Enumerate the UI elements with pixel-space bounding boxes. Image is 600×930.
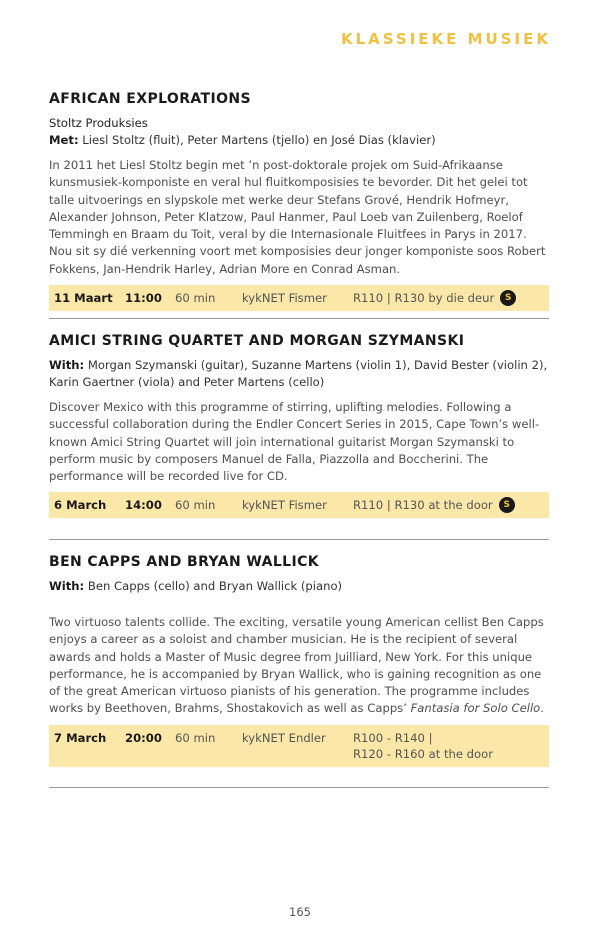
event-description <box>49 614 549 718</box>
event-amici-string-quartet <box>49 333 549 518</box>
description-work-title: Fantasia for Solo Cello <box>410 701 541 716</box>
performance-duration: 60 min <box>175 291 216 306</box>
ticket-price <box>353 730 493 762</box>
description-end: . <box>540 701 544 716</box>
divider <box>49 318 549 319</box>
event-title: AFRICAN EXPLORATIONS <box>49 91 252 107</box>
event-african-explorations <box>49 91 549 311</box>
performers-line <box>49 132 549 149</box>
performers-text: Morgan Szymanski (guitar), Suzanne Martens (violin 1), David Bester (violin 2), Karin Gaertner (viola) and Peter Martens (cello) <box>49 358 548 389</box>
ticket-price-line1: R100 - R140 | <box>353 730 433 745</box>
performance-venue: kykNET Endler <box>242 730 326 745</box>
performance-date: 6 March <box>54 498 107 513</box>
performance-time: 11:00 <box>125 291 162 306</box>
ticket-price: R110 | R130 by die deur <box>353 291 495 306</box>
s-badge-icon: S <box>500 290 516 306</box>
performers-label: With: <box>49 579 85 593</box>
divider <box>49 539 549 540</box>
performers-line <box>49 578 549 595</box>
event-ben-capps-bryan-wallick <box>49 554 549 767</box>
performers-label: With: <box>49 358 85 372</box>
performers-text: Ben Capps (cello) and Bryan Wallick (piano) <box>84 579 343 593</box>
performance-venue: kykNET Fismer <box>242 291 327 306</box>
performance-time: 14:00 <box>125 498 162 513</box>
event-description: Discover Mexico with this programme of stirring, uplifting melodies. Following a successful collaboration during the Endler Concert Series in 2015, Cape Town’s well-known Amici String Quartet will join international guitarist Morgan Szymanski to perform music by composers Manuel de Falla, Piazzolla and Boccherini. The performance will be recorded live for CD. <box>49 400 540 484</box>
performance-info-bar <box>49 285 549 311</box>
producer: Stoltz Produksies <box>49 116 148 130</box>
performers-text: Liesl Stoltz (fluit), Peter Martens (tjello) en José Dias (klavier) <box>78 133 436 147</box>
page-number: 165 <box>289 905 311 919</box>
event-title: BEN CAPPS AND BRYAN WALLICK <box>49 554 319 570</box>
section-header: KLASSIEKE MUSIEK <box>340 30 551 48</box>
s-badge-icon: S <box>499 497 515 513</box>
ticket-price: R110 | R130 at the door <box>353 498 493 513</box>
performance-info-bar <box>49 725 549 767</box>
event-description: In 2011 het Liesl Stoltz begin met ’n post-doktorale projek om Suid-Afrikaanse kunsmusiek-komponiste en veral hul fluitkomposisies te bevorder. Dit het gelei tot talle uitvoerings en slypskole met werke deur Stefans Grové, Hendrik Hofmeyr, Alexander Johnson, Peter Klatzow, Paul Hanmer, Paul Loeb van Zuilenberg, Roelof Temmingh en Braam du Toit, veral by die Internasionale Fluitfees in Parys in 2017. Nou sit sy dié verkenning voort met komposisies deur jonger komponiste soos Robert Fokkens, Jan-Hendrik Harley, Adrian More en Conrad Asman. <box>49 158 546 276</box>
performance-venue: kykNET Fismer <box>242 498 327 513</box>
divider <box>49 787 549 788</box>
performance-info-bar <box>49 492 549 518</box>
performance-duration: 60 min <box>175 498 216 513</box>
performance-date: 11 Maart <box>54 291 113 306</box>
performance-time: 20:00 <box>125 730 162 745</box>
performance-date: 7 March <box>54 730 107 745</box>
description-text: Two virtuoso talents collide. The exciting, versatile young American cellist Ben Capps enjoys a career as a soloist and chamber musician. He is the recipient of several awards and holds a Master of Music degree from Juilliard, New York. For this unique performance, he is accompanied by Bryan Wallick, who is gaining recognition as one of the great American virtuoso pianists of his generation. The programme includes works by Beethoven, Brahms, Shostakovich as well as Capps’ <box>49 615 544 716</box>
ticket-price-line2: R120 - R160 at the door <box>353 746 493 761</box>
performance-duration: 60 min <box>175 730 216 745</box>
performers-label: Met: <box>49 133 79 147</box>
performers-line <box>49 357 549 391</box>
event-title: AMICI STRING QUARTET AND MORGAN SZYMANSKI <box>49 333 465 349</box>
